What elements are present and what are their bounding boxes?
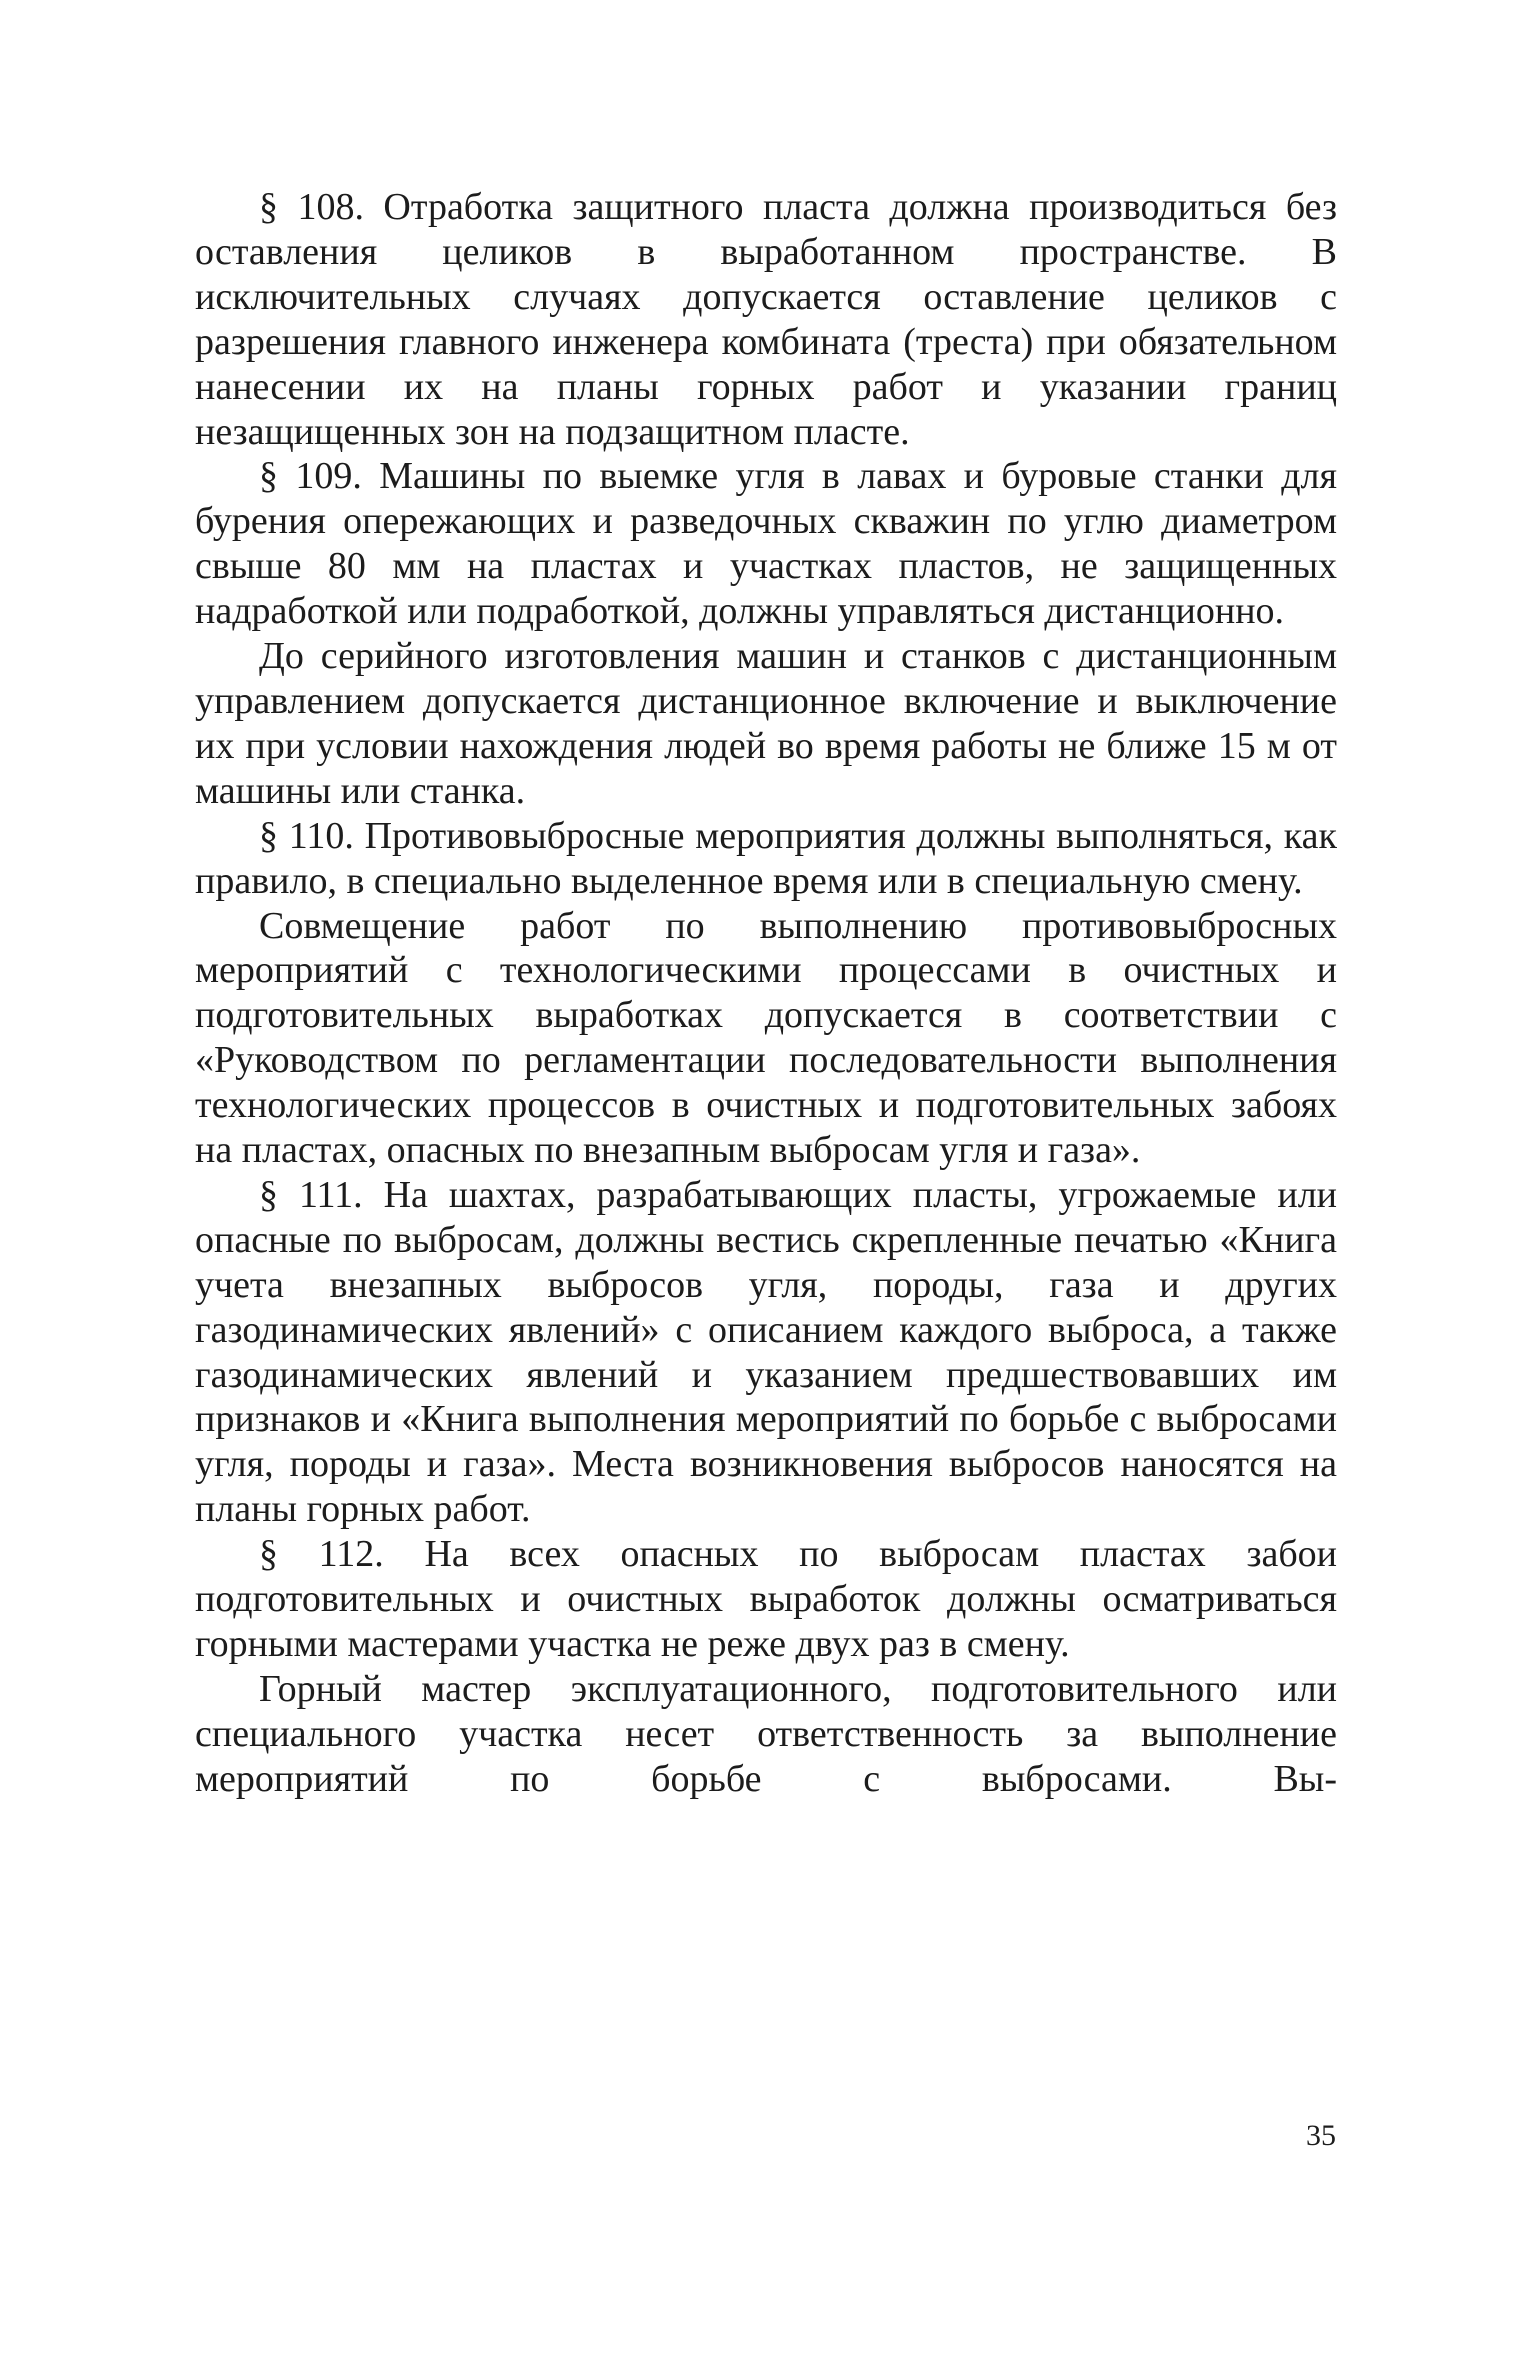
paragraph-112-continued: Горный мастер эксплуатационного, подготовительного или специального участка несет ответственность за выполнение мероприятий по борьбе с выбросами. Вы- [195, 1667, 1337, 1800]
paragraph-109-continued: До серийного изготовления машин и станков с дистанционным управлением допускается дистанционное включение и выключение их при условии нахождения людей во время работы не ближе 15 м от машины или станка. [195, 635, 1337, 812]
paragraph-112: § 112. На всех опасных по выбросам пластах забои подготовительных и очистных выработок должны осматриваться горными мастерами участка не реже двух раз в смену. [195, 1533, 1337, 1665]
paragraph-111: § 111. На шахтах, разрабатывающих пласты, угрожаемые или опасные по выбросам, должны вестись скрепленные печатью «Книга учета внезапных выбросов угля, породы, газа и других газодинамических явлений» с описанием каждого выброса, а также газодинамических явлений и указанием предшествовавших им признаков и «Книга выполнения мероприятий по борьбе с выбросами угля, породы и газа». Места возникновения выбросов наносятся на планы горных работ. [195, 1173, 1337, 1531]
page-body [195, 185, 1337, 1802]
paragraph-109: § 109. Машины по выемке угля в лавах и буровые станки для бурения опережающих и разведочных скважин по углю диаметром свыше 80 мм на пластах и участках пластов, не защищенных надработкой или подработкой, должны управляться дистанционно. [195, 455, 1337, 633]
paragraph-110: § 110. Противовыбросные мероприятия должны выполняться, как правило, в специально выделенное время или в специальную смену. [195, 814, 1337, 902]
paragraph-110-continued: Совмещение работ по выполнению противовыбросных мероприятий с технологическими процессами в очистных и подготовительных выработках допускается в соответствии с «Руководством по регламентации последовательности выполнения технологических процессов в очистных и подготовительных забоях на пластах, опасных по внезапным выбросам угля и газа». [195, 904, 1337, 1172]
paragraph-108: § 108. Отработка защитного пласта должна производиться без оставления целиков в выработанном пространстве. В исключительных случаях допускается оставление целиков с разрешения главного инженера комбината (треста) при обязательном нанесении их на планы горных работ и указании границ незащищенных зон на подзащитном пласте. [195, 186, 1337, 453]
page-number: 35 [1306, 2119, 1336, 2152]
